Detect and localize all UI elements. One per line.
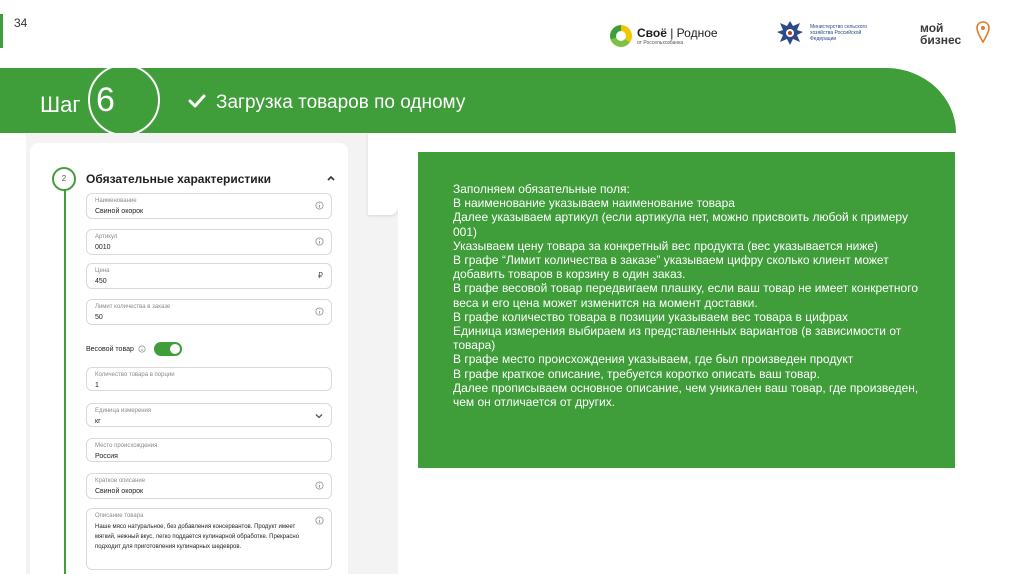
description-value: Наше мясо натуральное, без добавления консервантов. Продукт имеет мягкий, нежный вкус, легко поддается кулинарной обработке. Прекрасно подходит для приготовления кулинарных шедевров. <box>95 524 300 550</box>
unit-select-label: Единица измерения <box>95 408 152 414</box>
unit-select[interactable] <box>86 403 332 427</box>
instruction-line: Далее указываем артикул (если артикула нет, можно присвоить любой к примеру 001) <box>453 210 908 239</box>
instruction-line: Единица измерения выбираем из представленных вариантов (в зависимости от товара) <box>453 324 902 353</box>
ruble-sign: ₽ <box>317 271 323 280</box>
instruction-line: В наименование указываем наименование товара <box>453 196 735 211</box>
chevron-down-icon[interactable] <box>315 413 323 419</box>
instruction-line: Указываем цену товара за конкретный вес продукта (вес указывается ниже) <box>453 238 879 253</box>
short-description-value: Свиной окорок <box>95 488 144 495</box>
portion-quantity-field[interactable] <box>86 367 332 391</box>
article-field[interactable] <box>86 229 332 255</box>
instructions-panel <box>418 152 955 468</box>
info-circle-icon[interactable] <box>315 237 324 246</box>
weight-toggle-label: Весовой товар <box>86 345 134 353</box>
map-pin-icon <box>976 20 990 48</box>
ministry-text: Министерство сельского хозяйства Российской Федерации <box>810 23 868 43</box>
svoe-tagline: от Россельхозбанка <box>637 39 684 46</box>
name-field[interactable] <box>86 193 332 219</box>
price-field-value: 450 <box>95 278 107 285</box>
toggle-knob <box>170 344 180 354</box>
article-field-value: 0010 <box>95 244 111 251</box>
adjacent-panel <box>368 133 398 215</box>
characteristics-card <box>30 143 348 574</box>
instruction-line: Далее прописываем основное описание, чем уникален ваш товар, где произведен, чем он отличается от других. <box>453 380 919 410</box>
portion-quantity-label: Количество товара в порции <box>95 372 175 378</box>
origin-field-label: Место происхождения <box>95 443 158 449</box>
instruction-line: Заполняем обязательные поля: <box>453 182 630 196</box>
ministry-logo <box>774 16 874 50</box>
page-number: 34 <box>14 16 28 30</box>
biz-line1: мой <box>920 21 944 35</box>
name-field-label: Наименование <box>95 198 137 204</box>
weight-toggle-row <box>86 341 182 357</box>
description-textarea[interactable] <box>86 508 332 570</box>
order-limit-value: 50 <box>95 314 103 321</box>
order-limit-field[interactable] <box>86 299 332 325</box>
svoe-name-rest: | Родное <box>670 25 718 40</box>
instruction-line: В графе количество товара в позиции указываем вес товара в цифрах <box>453 309 849 324</box>
instruction-line: В графе весовой товар передвигаем плашку, если ваш товар не имеет конкретного веса и его цена может изменится на момент доставки. <box>453 281 918 310</box>
section-step-indicator: 2 <box>52 167 76 191</box>
price-field-label: Цена <box>95 268 110 274</box>
short-description-field[interactable] <box>86 473 332 499</box>
info-circle-icon[interactable] <box>315 201 324 210</box>
info-circle-icon[interactable] <box>138 345 146 353</box>
section-title: Обязательные характеристики <box>86 172 272 186</box>
left-accent-bar <box>0 14 3 48</box>
step-label: Шаг <box>40 92 81 117</box>
short-description-label: Краткое описание <box>95 478 146 484</box>
info-circle-icon[interactable] <box>315 516 324 525</box>
eagle-emblem-icon <box>774 17 806 49</box>
portion-quantity-value: 1 <box>95 382 99 389</box>
instruction-line: В графе “Лимит количества в заказе” указываем цифру сколько клиент может добавить товаров в корзину в один заказ. <box>453 253 889 282</box>
info-circle-icon[interactable] <box>315 481 324 490</box>
svoe-name-bold: Своё <box>637 25 667 40</box>
instructions-text <box>453 182 923 409</box>
price-field[interactable] <box>86 263 332 289</box>
name-field-value: Свиной окорок <box>95 208 144 215</box>
check-icon <box>188 92 206 110</box>
origin-field[interactable] <box>86 438 332 462</box>
form-screenshot <box>26 133 398 574</box>
svoe-leaf-icon <box>610 25 632 47</box>
chevron-up-icon[interactable] <box>326 173 336 183</box>
instruction-line: В графе место происхождения указываем, где был произведен продукт <box>453 352 854 367</box>
slide-title: Загрузка товаров по одному <box>216 92 466 113</box>
order-limit-label: Лимит количества в заказе <box>95 304 171 310</box>
step-progress-line <box>64 179 66 574</box>
weight-toggle-switch[interactable] <box>154 342 182 356</box>
info-circle-icon[interactable] <box>315 307 324 316</box>
svoe-rodnoe-logo <box>610 20 730 52</box>
origin-field-value: Россия <box>95 453 118 460</box>
biz-line2: бизнес <box>920 33 962 47</box>
instruction-line: В графе краткое описание, требуется коротко описать ваш товар. <box>453 366 820 381</box>
article-field-label: Артикул <box>95 234 118 240</box>
moy-biznes-logo <box>920 20 992 52</box>
step-number: 6 <box>96 81 115 119</box>
description-label: Описание товара <box>95 513 144 519</box>
unit-select-value: кг <box>95 418 101 425</box>
